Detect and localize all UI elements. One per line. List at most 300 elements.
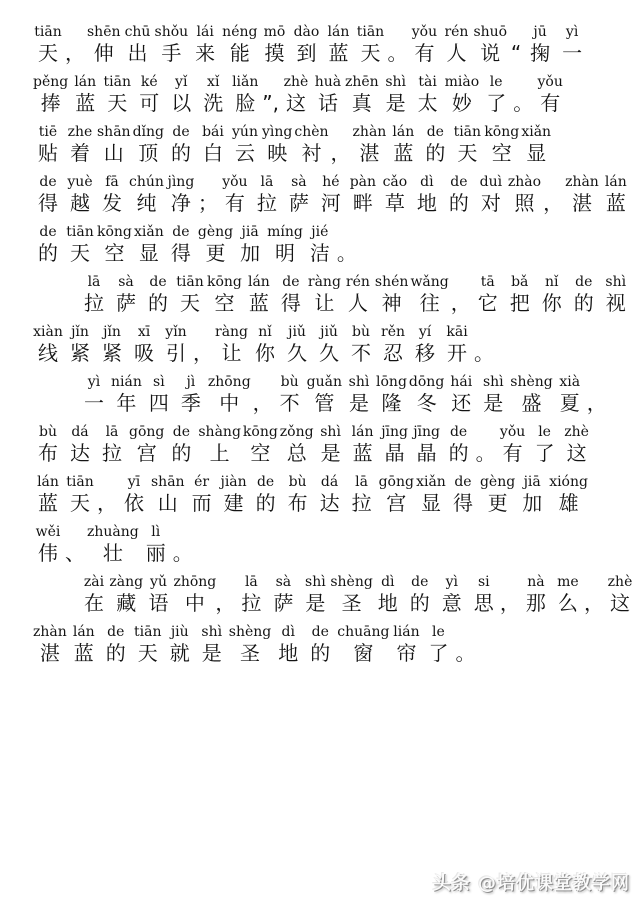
hanzi-text: ；: [197, 191, 218, 215]
hanzi-text: 藏: [116, 591, 137, 615]
hanzi-text: 忍: [383, 341, 404, 365]
pinyin-text: yì: [87, 374, 101, 390]
pinyin-text: chún: [129, 174, 164, 190]
pinyin-text: tiān: [176, 274, 204, 290]
pinyin-text: zhōng: [173, 574, 217, 590]
hanzi-text: 中: [184, 591, 205, 615]
ruby-cell: [198, 424, 241, 466]
hanzi-text: 以: [171, 91, 192, 115]
hanzi-text: 了: [486, 91, 507, 115]
hanzi-text: 有: [502, 441, 523, 465]
pinyin-text: shì: [320, 424, 341, 440]
hanzi-text: 更: [487, 491, 508, 515]
hanzi-text: 是: [483, 391, 504, 415]
hanzi-text: 湛: [571, 191, 592, 215]
pinyin-text: de: [426, 124, 444, 140]
hanzi-text: 晶: [384, 441, 405, 465]
hanzi-text: 蓝: [352, 441, 373, 465]
ruby-cell: [537, 274, 567, 316]
hanzi-text: 萨: [116, 291, 136, 315]
hanzi-text: 得: [38, 191, 58, 215]
pinyin-text: de: [39, 224, 57, 240]
hanzi-text: 有: [414, 41, 435, 65]
pinyin-text: rěn: [381, 324, 406, 340]
pinyin-text: sà: [118, 274, 134, 290]
hanzi-text: 蓝: [38, 491, 58, 515]
ruby-cell: [141, 524, 171, 566]
ruby-cell: [452, 124, 482, 166]
ruby-cell: [133, 624, 163, 666]
hanzi-text: 白: [203, 141, 223, 165]
hanzi-text: 引: [166, 341, 186, 365]
ruby-cell: [65, 124, 95, 166]
pinyin-text: tiān: [34, 24, 62, 40]
hanzi-text: 上: [209, 441, 230, 465]
pinyin-text: zǒng: [279, 424, 314, 440]
hanzi-text: 总: [286, 441, 307, 465]
pinyin-text: me: [557, 574, 579, 590]
hanzi-text: 来: [195, 41, 216, 65]
ruby-cell: [244, 274, 274, 316]
hanzi-text: 有: [540, 91, 561, 115]
punctuation-cell: [337, 224, 357, 266]
hanzi-text: 发: [102, 191, 122, 215]
ruby-cell: [166, 124, 196, 166]
hanzi-text: 四: [148, 391, 169, 415]
hanzi-text: 的: [171, 141, 191, 165]
pinyin-text: nián: [111, 374, 142, 390]
pinyin-text: [595, 374, 599, 391]
hanzi-text: 越: [70, 191, 90, 215]
pinyin-text: nà: [527, 574, 545, 590]
pinyin-text: shàng: [198, 424, 241, 440]
ruby-cell: [388, 124, 418, 166]
pinyin-text: lán: [72, 624, 95, 640]
hanzi-text: 让: [221, 341, 242, 365]
hanzi-text: 蓝: [328, 41, 349, 65]
hanzi-text: 人: [446, 41, 467, 65]
pinyin-text: gèng: [197, 224, 234, 240]
hanzi-text: 洗: [203, 91, 224, 115]
hanzi-text: 天: [38, 41, 58, 65]
ruby-cell: [330, 574, 373, 616]
ruby-cell: [480, 474, 515, 516]
ruby-cell: [123, 24, 153, 66]
ruby-cell: [314, 324, 344, 366]
pinyin-text: ràng: [215, 324, 249, 340]
pinyin-text: lán: [604, 174, 627, 190]
hanzi-text: 掬: [530, 41, 551, 65]
ruby-cell: [33, 74, 68, 116]
hanzi-text: 着: [70, 141, 90, 165]
hanzi-text: 盛: [521, 391, 542, 415]
pinyin-text: dào: [293, 24, 320, 40]
pinyin-text: gōng: [378, 474, 414, 490]
hanzi-text: 了: [534, 441, 555, 465]
ruby-cell: [423, 624, 453, 666]
ruby-cell: [208, 374, 251, 416]
pinyin-text: bái: [202, 124, 224, 140]
ruby-cell: [316, 174, 346, 216]
pinyin-text: bǎ: [511, 274, 529, 290]
hanzi-text: 的: [310, 641, 331, 665]
hanzi-text: 。: [475, 441, 496, 465]
pinyin-text: de: [449, 424, 468, 440]
ruby-cell: [410, 324, 440, 366]
ruby-cell: [222, 24, 257, 66]
hanzi-text: 能: [229, 41, 250, 65]
pinyin-text: xióng: [549, 474, 588, 490]
hanzi-text: 窗: [353, 641, 374, 665]
hanzi-text: ，: [450, 291, 471, 315]
pinyin-text: shèng: [228, 624, 272, 640]
pinyin-text: kōng: [207, 274, 242, 290]
pinyin-text: [459, 274, 463, 291]
ruby-cell: [143, 274, 173, 316]
pinyin-text: tiān: [134, 624, 162, 640]
ruby-cell: [65, 424, 95, 466]
ruby-cell: [416, 474, 446, 516]
pinyin-text: yī: [127, 474, 141, 490]
ruby-cell: [605, 574, 635, 616]
ruby-cell: [175, 274, 205, 316]
ruby-cell: [409, 374, 444, 416]
ruby-cell: [65, 324, 95, 366]
hanzi-text: 视: [605, 291, 626, 315]
pinyin-hanzi-line: [32, 524, 636, 566]
pinyin-hanzi-line: [32, 224, 636, 266]
hanzi-text: 移: [415, 341, 436, 365]
pinyin-text: sà: [291, 174, 307, 190]
pinyin-text: jū: [533, 24, 547, 40]
ruby-cell: [379, 474, 414, 516]
ruby-cell: [97, 224, 132, 266]
pinyin-text: bù: [352, 324, 371, 340]
pinyin-text: [73, 524, 77, 541]
ruby-cell: [65, 474, 95, 516]
ruby-cell: [601, 274, 631, 316]
hanzi-text: 紧: [102, 341, 122, 365]
hanzi-text: ，: [543, 191, 564, 215]
hanzi-text: 线: [38, 341, 58, 365]
hanzi-text: 那: [525, 591, 546, 615]
hanzi-text: 往: [419, 291, 440, 315]
pinyin-text: [395, 24, 399, 41]
ruby-cell: [517, 474, 547, 516]
pinyin-text: [514, 24, 518, 41]
ruby-cell: [444, 174, 474, 216]
pinyin-text: yǐn: [165, 324, 187, 340]
pinyin-text: [463, 624, 467, 641]
ruby-cell: [437, 574, 467, 616]
hanzi-text: 湛: [39, 641, 60, 665]
punctuation-cell: [216, 574, 234, 616]
pinyin-text: fā: [105, 174, 119, 190]
hanzi-text: 就: [169, 641, 190, 665]
pinyin-text: lái: [196, 24, 214, 40]
ruby-cell: [97, 174, 127, 216]
ruby-cell: [198, 224, 233, 266]
hanzi-text: 可: [139, 91, 160, 115]
pinyin-text: shèng: [510, 374, 553, 390]
ruby-cell: [355, 24, 385, 66]
ruby-cell: [476, 174, 506, 216]
pinyin-text: [260, 374, 264, 391]
hanzi-text: 是: [349, 391, 370, 415]
hanzi-text: 了: [428, 641, 449, 665]
pinyin-text: [508, 574, 512, 591]
pinyin-text: shì: [348, 374, 370, 390]
pinyin-text: [551, 174, 555, 191]
pinyin-text: zhè: [564, 424, 589, 440]
pinyin-text: de: [454, 474, 472, 490]
hanzi-text: 。: [513, 91, 534, 115]
hanzi-text: 宫: [136, 441, 157, 465]
ruby-cell: [155, 24, 189, 66]
ruby-cell: [505, 274, 535, 316]
ruby-cell: [525, 24, 555, 66]
pinyin-hanzi-line: [32, 124, 636, 166]
hanzi-text: 它: [477, 291, 498, 315]
pinyin-text: de: [282, 274, 300, 290]
pinyin-text: kāi: [446, 324, 468, 340]
ruby-cell: [79, 374, 109, 416]
hanzi-text: 拉: [241, 591, 262, 615]
hanzi-text: 季: [180, 391, 201, 415]
ruby-cell: [219, 474, 249, 516]
pinyin-text: zhēn: [344, 74, 379, 90]
ruby-cell: [166, 224, 196, 266]
ruby-cell: [391, 624, 421, 666]
pinyin-text: chuāng: [337, 624, 390, 640]
hanzi-text: 捧: [40, 91, 61, 115]
pinyin-text: míng: [267, 224, 303, 240]
hanzi-text: 衬: [301, 141, 322, 165]
hanzi-text: 晶: [416, 441, 437, 465]
hanzi-text: 雄: [558, 491, 579, 515]
hanzi-text: ，: [215, 591, 236, 615]
ruby-cell: [33, 324, 63, 366]
hanzi-text: 一: [562, 41, 583, 65]
hanzi-text: 天: [107, 91, 128, 115]
pinyin-text: yí: [418, 324, 432, 340]
ruby-cell: [33, 24, 63, 66]
hanzi-text: 伸: [93, 41, 114, 65]
hanzi-text: 河: [320, 191, 341, 215]
hanzi-text: 、: [65, 541, 85, 565]
ruby-cell: [133, 124, 164, 166]
punctuation-cell: [587, 374, 607, 416]
hanzi-text: 天: [137, 641, 158, 665]
pinyin-text: lán: [327, 24, 350, 40]
ruby-cell: [380, 174, 410, 216]
hanzi-text: 不: [351, 341, 372, 365]
hanzi-text: 顶: [138, 141, 159, 165]
pinyin-text: shì: [305, 574, 326, 590]
ruby-cell: [521, 124, 551, 166]
pinyin-text: shuō: [473, 24, 508, 40]
hanzi-text: 山: [157, 491, 178, 515]
pinyin-hanzi-line: [78, 374, 636, 416]
ruby-cell: [259, 24, 289, 66]
pinyin-text: dì: [281, 624, 295, 640]
pinyin-text: ér: [194, 474, 210, 490]
punctuation-cell: [455, 624, 475, 666]
hanzi-text: 是: [320, 441, 341, 465]
hanzi-text: 得: [452, 491, 473, 515]
pinyin-text: bù: [288, 474, 307, 490]
hanzi-text: 纯: [136, 191, 157, 215]
pinyin-text: shén: [374, 274, 409, 290]
hanzi-text: 丽: [145, 541, 166, 565]
hanzi-text: 紧: [70, 341, 90, 365]
ruby-cell: [111, 374, 142, 416]
ruby-cell: [190, 24, 220, 66]
pinyin-text: lā: [105, 424, 119, 440]
hanzi-text: 加: [240, 241, 261, 265]
pinyin-text: de: [450, 174, 468, 190]
ruby-cell: [308, 274, 341, 316]
hanzi-text: 你: [541, 291, 562, 315]
pinyin-hanzi-line: [32, 424, 636, 466]
ruby-cell: [243, 424, 278, 466]
hanzi-text: 拉: [84, 291, 104, 315]
pinyin-text: yǐ: [175, 74, 188, 90]
pinyin-text: lā: [87, 274, 101, 290]
hanzi-text: 布: [38, 441, 58, 465]
pinyin-hanzi-line: [32, 24, 636, 66]
pinyin-text: tài: [418, 74, 437, 90]
hanzi-text: 的: [448, 191, 469, 215]
hanzi-text: 蓝: [73, 641, 94, 665]
ruby-cell: [412, 424, 442, 466]
ruby-cell: [294, 124, 328, 166]
ruby-cell: [565, 174, 599, 216]
ruby-cell: [198, 74, 228, 116]
hanzi-text: 有: [224, 191, 245, 215]
hanzi-text: 伟: [38, 541, 58, 565]
ruby-cell: [97, 124, 131, 166]
hanzi-text: 出: [127, 41, 148, 65]
hanzi-text: 还: [451, 391, 472, 415]
hanzi-text: 拉: [102, 441, 122, 465]
ruby-cell: [347, 474, 377, 516]
ruby-cell: [111, 574, 142, 616]
pinyin-text: kōng: [242, 424, 278, 440]
punctuation-cell: [253, 374, 273, 416]
pinyin-text: de: [411, 574, 429, 590]
ruby-cell: [381, 74, 411, 116]
hanzi-text: 手: [161, 41, 182, 65]
ruby-cell: [97, 424, 127, 466]
hanzi-text: 。: [336, 241, 357, 265]
hanzi-text: 真: [351, 91, 372, 115]
hanzi-text: 帘: [396, 641, 417, 665]
hanzi-text: 对: [480, 191, 501, 215]
hanzi-text: 显: [138, 241, 159, 265]
hanzi-text: 的: [105, 641, 126, 665]
pinyin-text: zhàn: [33, 624, 67, 640]
punctuation-cell: [474, 324, 494, 366]
ruby-cell: [291, 24, 321, 66]
hanzi-text: 。: [172, 541, 193, 565]
ruby-cell: [69, 624, 99, 666]
ruby-cell: [275, 374, 305, 416]
hanzi-text: 思: [473, 591, 494, 615]
ruby-cell: [33, 174, 63, 216]
ruby-cell: [420, 124, 450, 166]
hanzi-text: 是: [305, 591, 326, 615]
ruby-cell: [283, 474, 313, 516]
punctuation-cell: [501, 574, 519, 616]
pinyin-text: [268, 74, 272, 91]
ruby-cell: [33, 424, 63, 466]
pinyin-text: lán: [392, 124, 415, 140]
pinyin-text: sà: [275, 574, 292, 590]
hanzi-text: 么: [557, 591, 578, 615]
ruby-cell: [343, 274, 373, 316]
hanzi-text: 映: [267, 141, 288, 165]
ruby-cell: [442, 324, 472, 366]
ruby-cell: [33, 624, 67, 666]
hanzi-text: ”,: [262, 91, 279, 115]
ruby-cell: [530, 424, 560, 466]
hanzi-text: 草: [384, 191, 405, 215]
ruby-cell: [273, 624, 303, 666]
ruby-cell: [281, 74, 311, 116]
pinyin-text: jǐn: [71, 324, 89, 340]
pinyin-text: shì: [482, 374, 504, 390]
hanzi-text: ，: [65, 41, 85, 65]
pinyin-text: de: [172, 224, 190, 240]
pinyin-text: [223, 574, 227, 591]
hanzi-text: 你: [255, 341, 276, 365]
pinyin-text: tiān: [103, 74, 131, 90]
hanzi-text: 管: [314, 391, 335, 415]
pinyin-text: bù: [39, 424, 57, 440]
punctuation-cell: [193, 324, 213, 366]
hanzi-text: 天: [360, 41, 381, 65]
ruby-cell: [313, 74, 343, 116]
ruby-cell: [87, 24, 121, 66]
ruby-cell: [236, 574, 266, 616]
ruby-cell: [65, 174, 95, 216]
pinyin-text: zhàn: [352, 124, 387, 140]
hanzi-text: 明: [274, 241, 295, 265]
ruby-cell: [282, 324, 312, 366]
pinyin-text: jiǔ: [288, 324, 306, 340]
ruby-cell: [481, 74, 511, 116]
pinyin-text: wěi: [35, 524, 61, 540]
hanzi-text: 天: [457, 141, 478, 165]
hanzi-text: 。: [455, 641, 476, 665]
hanzi-text: 蓝: [248, 291, 269, 315]
pinyin-text: de: [172, 124, 190, 140]
pinyin-text: [592, 574, 596, 591]
pinyin-text: [206, 174, 210, 191]
pinyin-text: jīng: [381, 424, 408, 440]
ruby-cell: [166, 174, 196, 216]
pinyin-text: nǐ: [258, 324, 272, 340]
ruby-cell: [250, 324, 280, 366]
hanzi-text: 地: [377, 591, 398, 615]
pinyin-text: jǐn: [103, 324, 121, 340]
hanzi-text: 照: [514, 191, 535, 215]
hanzi-text: 建: [223, 491, 244, 515]
ruby-cell: [276, 274, 306, 316]
ruby-cell: [498, 424, 528, 466]
ruby-cell: [300, 574, 330, 616]
